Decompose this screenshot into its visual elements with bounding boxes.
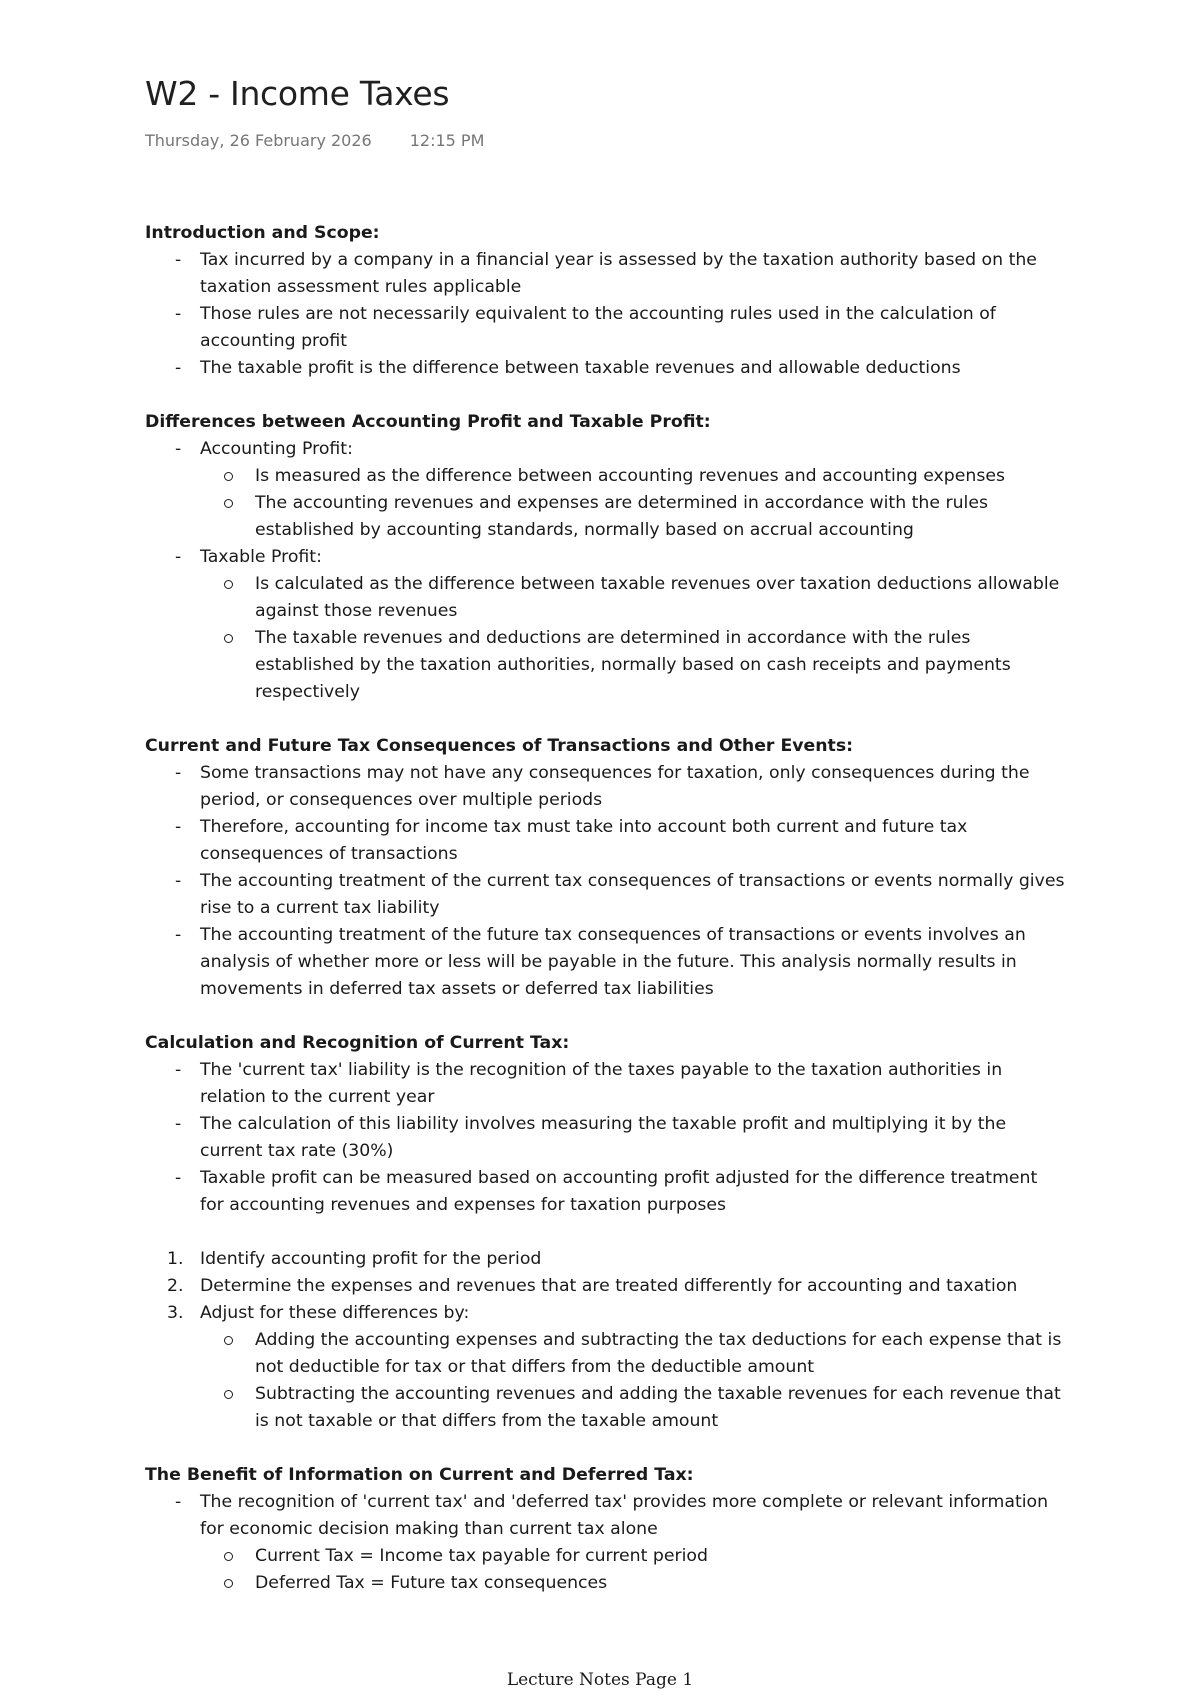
list-item: - Some transactions may not have any consequences for taxation, only consequences during the period, or consequences over multiple periods	[145, 760, 1065, 814]
bullet-list	[145, 247, 1065, 382]
list-item: - Tax incurred by a company in a financial year is assessed by the taxation authority based on the taxation assessment rules applicable	[145, 247, 1065, 301]
list-item: - Therefore, accounting for income tax must take into account both current and future tax consequences of transactions	[145, 814, 1065, 868]
bullet-list	[145, 1489, 1065, 1597]
numbered-item	[145, 1246, 1065, 1273]
note-content[interactable]	[145, 220, 1065, 1624]
section-heading: Differences between Accounting Profit and Taxable Profit:	[145, 412, 711, 432]
sub-list-item: Is measured as the difference between accounting revenues and accounting expenses	[200, 463, 1065, 490]
page-meta	[145, 131, 484, 150]
item-text: Adjust for these differences by:	[200, 1303, 470, 1323]
list-item: - The accounting treatment of the current tax consequences of transactions or events normally gives rise to a current tax liability	[145, 868, 1065, 922]
list-item: - The 'current tax' liability is the recognition of the taxes payable to the taxation authorities in relation to the current year	[145, 1057, 1065, 1111]
sub-list-item: Subtracting the accounting revenues and adding the taxable revenues for each revenue that is not taxable or that differs from the taxable amount	[200, 1381, 1065, 1435]
item-text: Identify accounting profit for the period	[200, 1249, 542, 1269]
list-item-text: The recognition of 'current tax' and 'deferred tax' provides more complete or relevant information for economic decision making than current tax alone	[200, 1492, 1049, 1539]
sub-bullet-list	[200, 1543, 1065, 1597]
item-number: 3.	[167, 1303, 184, 1323]
item-number: 2.	[167, 1276, 184, 1296]
bullet-list	[145, 1057, 1065, 1219]
bullet-list	[145, 436, 1065, 706]
section-tax-consequences	[145, 733, 1065, 1003]
numbered-list	[145, 1246, 1065, 1435]
list-item-label: Accounting Profit:	[200, 439, 353, 459]
section-current-tax-calculation	[145, 1030, 1065, 1435]
page-footer: Lecture Notes Page 1	[506, 1670, 694, 1690]
list-item-label: Taxable Profit:	[200, 547, 322, 567]
section-heading: Calculation and Recognition of Current Tax:	[145, 1033, 570, 1053]
item-number: 1.	[167, 1249, 184, 1269]
list-item: - The calculation of this liability involves measuring the taxable profit and multiplying it by the current tax rate (30%)	[145, 1111, 1065, 1165]
section-heading: The Benefit of Information on Current and Deferred Tax:	[145, 1465, 694, 1485]
list-item	[145, 544, 1065, 706]
sub-list-item: Deferred Tax = Future tax consequences	[200, 1570, 1065, 1597]
sub-list-item: The taxable revenues and deductions are determined in accordance with the rules established by the taxation authorities, normally based on cash receipts and payments respectively	[200, 625, 1065, 706]
list-item	[145, 1489, 1065, 1597]
sub-list-item: Adding the accounting expenses and subtracting the tax deductions for each expense that is not deductible for tax or that differs from the deductible amount	[200, 1327, 1065, 1381]
sub-bullet-list	[200, 463, 1065, 544]
sub-bullet-list	[200, 571, 1065, 706]
sub-list-item: The accounting revenues and expenses are determined in accordance with the rules established by accounting standards, normally based on accrual accounting	[200, 490, 1065, 544]
note-time: 12:15 PM	[409, 131, 485, 150]
section-heading: Current and Future Tax Consequences of Transactions and Other Events:	[145, 736, 854, 756]
list-item	[145, 436, 1065, 544]
section-introduction	[145, 220, 1065, 382]
numbered-item	[145, 1300, 1065, 1435]
section-benefit	[145, 1462, 1065, 1597]
note-date: Thursday, 26 February 2026	[145, 131, 372, 150]
item-text: Determine the expenses and revenues that are treated differently for accounting and taxation	[200, 1276, 1018, 1296]
bullet-list	[145, 760, 1065, 1003]
section-heading: Introduction and Scope:	[145, 223, 380, 243]
page-title: W2 - Income Taxes	[145, 74, 450, 113]
sub-list-item: Is calculated as the difference between taxable revenues over taxation deductions allowable against those revenues	[200, 571, 1065, 625]
sub-list-item: Current Tax = Income tax payable for current period	[200, 1543, 1065, 1570]
list-item: - The accounting treatment of the future tax consequences of transactions or events involves an analysis of whether more or less will be payable in the future. This analysis normally results in movements in deferred tax assets or deferred tax liabilities	[145, 922, 1065, 1003]
sub-bullet-list	[200, 1327, 1065, 1435]
list-item: - Those rules are not necessarily equivalent to the accounting rules used in the calculation of accounting profit	[145, 301, 1065, 355]
list-item: - The taxable profit is the difference between taxable revenues and allowable deductions	[145, 355, 1065, 382]
section-differences	[145, 409, 1065, 706]
numbered-item	[145, 1273, 1065, 1300]
list-item: - Taxable profit can be measured based on accounting profit adjusted for the difference treatment for accounting revenues and expenses for taxation purposes	[145, 1165, 1065, 1219]
